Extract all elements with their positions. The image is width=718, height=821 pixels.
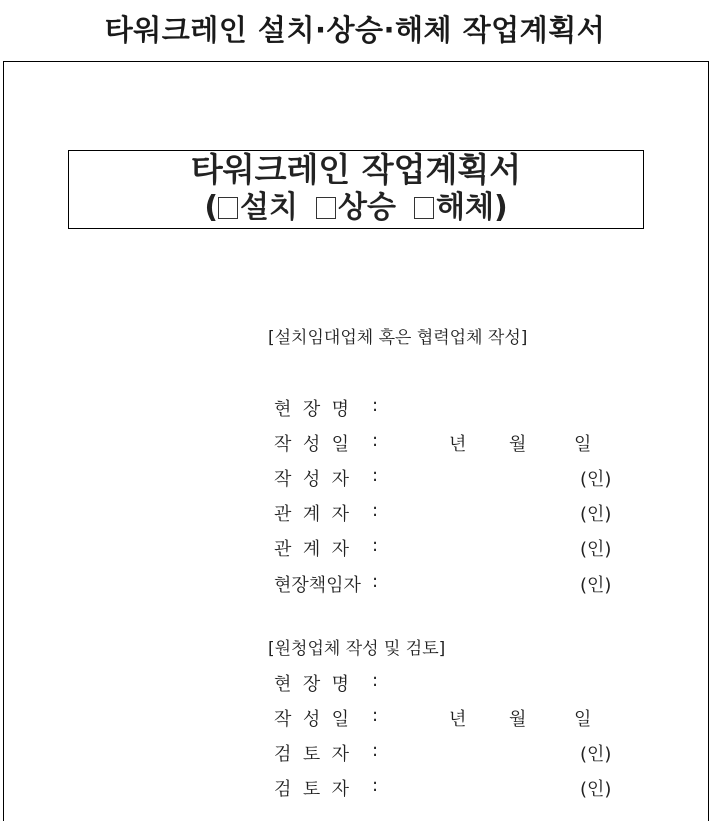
- section2-date-row: [274, 705, 634, 729]
- section1-related-person-row: [274, 500, 634, 524]
- colon: :: [372, 571, 379, 592]
- colon: :: [372, 535, 379, 556]
- colon: :: [372, 395, 379, 416]
- document-heading: 타워크레인 설치·상승·해체 작업계획서: [104, 13, 606, 47]
- install-label: 설치: [240, 190, 299, 225]
- section2-heading: [원청업체 작성 및 검토]: [268, 639, 446, 659]
- colon: :: [372, 430, 379, 451]
- colon: :: [372, 500, 379, 521]
- field-label: 작 성 일: [274, 709, 350, 730]
- dismantle-checkbox[interactable]: [414, 197, 434, 219]
- section1-date-row: [274, 430, 634, 454]
- section1-site-name-row: [274, 395, 634, 419]
- month-label: 월: [509, 434, 527, 455]
- seal-mark: (인): [580, 469, 612, 490]
- field-label: 작 성 일: [274, 434, 350, 455]
- colon: :: [372, 705, 379, 726]
- field-label: 검 토 자: [274, 744, 350, 765]
- seal-mark: (인): [580, 504, 612, 525]
- section1-related-person-row: [274, 535, 634, 559]
- section2-site-name-row: [274, 670, 634, 694]
- section1-author-row: [274, 465, 634, 489]
- day-label: 일: [574, 434, 592, 455]
- install-checkbox[interactable]: [218, 197, 238, 219]
- section1-heading: [설치임대업체 혹은 협력업체 작성]: [268, 328, 528, 348]
- section1-site-manager-row: [274, 571, 634, 595]
- seal-mark: (인): [580, 539, 612, 560]
- close-paren: ): [493, 190, 508, 225]
- seal-mark: (인): [580, 575, 612, 596]
- work-type-options: [69, 189, 643, 227]
- field-label: 현 장 명: [274, 674, 350, 695]
- month-label: 월: [509, 709, 527, 730]
- section2-reviewer-row: [274, 740, 634, 764]
- field-label: 현 장 명: [274, 399, 350, 420]
- colon: :: [372, 775, 379, 796]
- climb-label: 상승: [338, 190, 396, 225]
- plan-title: 타워크레인 작업계획서: [190, 150, 522, 189]
- title-box: [68, 150, 644, 229]
- field-label: 관 계 자: [274, 539, 350, 560]
- year-label: 년: [449, 434, 467, 455]
- field-label: 현장책임자: [274, 575, 361, 596]
- seal-mark: (인): [580, 779, 612, 800]
- dismantle-label: 해체: [435, 190, 494, 225]
- colon: :: [372, 670, 379, 691]
- colon: :: [372, 740, 379, 761]
- open-paren: (: [204, 190, 219, 225]
- year-label: 년: [449, 709, 467, 730]
- field-label: 검 토 자: [274, 779, 350, 800]
- colon: :: [372, 465, 379, 486]
- day-label: 일: [574, 709, 592, 730]
- field-label: 관 계 자: [274, 504, 350, 525]
- field-label: 작 성 자: [274, 469, 350, 490]
- seal-mark: (인): [580, 744, 612, 765]
- section2-reviewer-row: [274, 775, 634, 799]
- climb-checkbox[interactable]: [316, 197, 336, 219]
